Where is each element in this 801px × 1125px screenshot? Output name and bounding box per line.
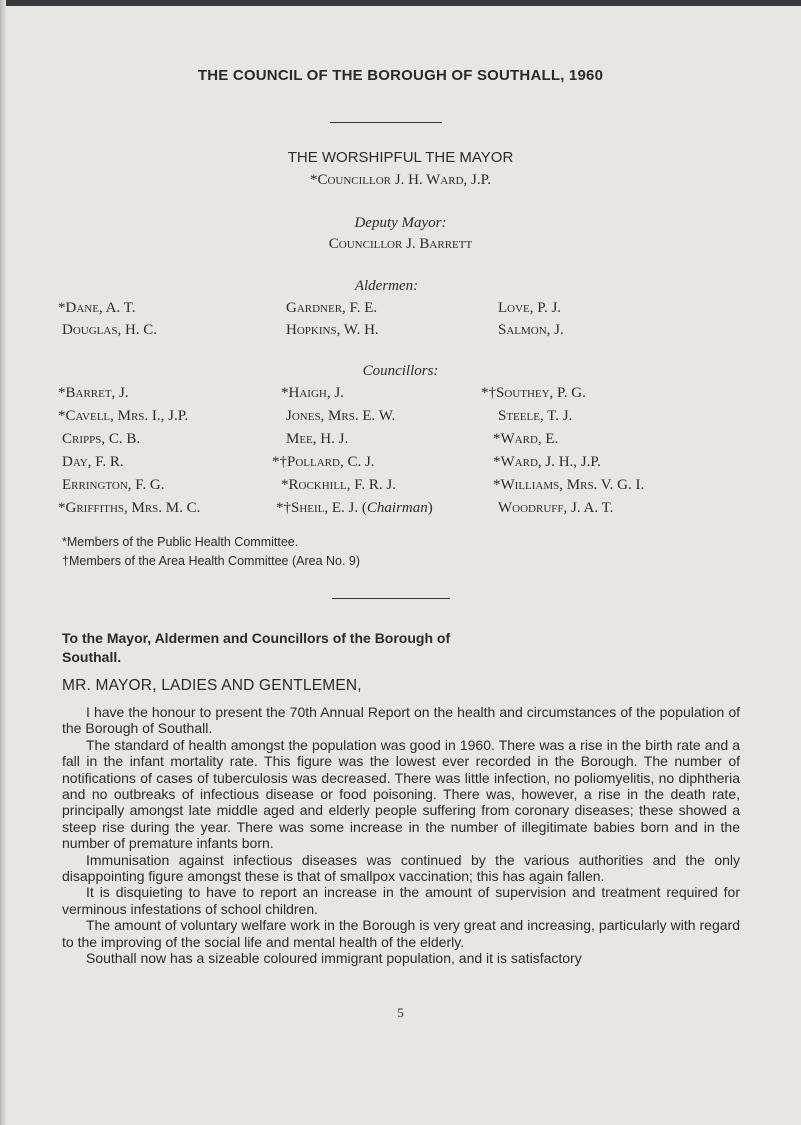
councillor-name: Cripps, C. B. [62, 431, 141, 447]
councillors-heading: Councillors: [362, 363, 439, 379]
councillor-name: Jones, Mrs. E. W. [286, 408, 396, 424]
paragraph: The amount of voluntary welfare work in the Borough is very great and increasing, particularly with regard to the improving of the social life and mental health of the elderly. [62, 917, 740, 950]
scan-edge-top [0, 0, 801, 6]
divider-middle [332, 598, 450, 599]
paragraph: It is disquieting to have to report an increase in the amount of supervision and treatment required for verminous infestations of school children. [62, 884, 740, 917]
councillor-name: *†Pollard, C. J. [272, 454, 375, 470]
paragraph: I have the honour to present the 70th Annual Report on the health and circumstances of the population of the Borough of Southall. [62, 704, 740, 737]
councillor-name: *Cavell, Mrs. I., J.P. [58, 408, 189, 424]
salutation: MR. MAYOR, LADIES AND GENTLEMEN, [62, 677, 362, 694]
councillor-name: *Ward, E. [493, 431, 559, 447]
page-title: THE COUNCIL OF THE BOROUGH OF SOUTHALL, 1960 [197, 67, 604, 84]
alderman-name: Douglas, H. C. [62, 322, 158, 338]
divider-top [330, 122, 442, 123]
councillor-name: *Griffiths, Mrs. M. C. [58, 500, 201, 516]
mayor-name: *Councillor J. H. Ward, J.P. [309, 172, 492, 188]
scan-edge-left [0, 0, 6, 1125]
paragraph: The standard of health amongst the population was good in 1960. There was a rise in the birth rate and a fall in the infant mortality rate. This figure was the lowest ever recorded in the Borough. The number of notifications of cases of tuberculosis was decreased. There was little infection, no poliomyelitis, no diphtheria and no outbreaks of infectious disease or food poisoning. There was, however, a rise in the death rate, principally amongst late middle aged and elderly people suffering from coronary diseases; these showed a steep rise during the year. There was some increase in the number of illegitimate babies born and in the number of premature infants born. [62, 736, 740, 852]
chairman-close: ) [427, 500, 433, 516]
mayor-heading: THE WORSHIPFUL THE MAYOR [287, 149, 514, 166]
councillor-name: *Rockhill, F. R. J. [281, 477, 397, 493]
footnote-area-health: †Members of the Area Health Committee (Area No. 9) [62, 554, 361, 568]
councillor-name-chairman [276, 500, 433, 517]
page-number: 5 [397, 1005, 404, 1020]
report-body [62, 704, 740, 967]
councillor-name: Mee, H. J. [286, 431, 349, 447]
councillor-name: *Ward, J. H., J.P. [493, 454, 601, 470]
alderman-name: Love, P. J. [498, 300, 562, 316]
councillor-name: Errington, F. G. [62, 477, 165, 493]
alderman-name: Gardner, F. E. [286, 300, 378, 316]
paragraph: Immunisation against infectious diseases was continued by the various authorities and the only disappointing figure amongst these is that of smallpox vaccination; this has again fallen. [62, 851, 740, 885]
councillor-name: Day, F. R. [62, 454, 124, 470]
councillor-name: *Barret, J. [58, 385, 129, 401]
alderman-name: Hopkins, W. H. [286, 322, 379, 338]
deputy-mayor-heading: Deputy Mayor: [354, 215, 447, 231]
councillor-name: Steele, T. J. [498, 408, 573, 424]
alderman-name: *Dane, A. T. [58, 300, 136, 316]
chairman-name: *†Sheil, E. J. ( [276, 500, 367, 516]
councillor-name: *Haigh, J. [281, 385, 344, 401]
aldermen-heading: Aldermen: [354, 278, 419, 294]
address-line: To the Mayor, Aldermen and Councillors of the Borough of Southall. [62, 630, 451, 665]
councillor-name: *†Southey, P. G. [481, 385, 586, 401]
councillor-name: *Williams, Mrs. V. G. I. [493, 477, 645, 493]
alderman-name: Salmon, J. [498, 322, 564, 338]
footnote-public-health: *Members of the Public Health Committee. [62, 535, 299, 549]
paragraph: Southall now has a sizeable coloured immigrant population, and it is satisfactory [86, 950, 582, 967]
councillor-name: Woodruff, J. A. T. [498, 500, 614, 516]
deputy-mayor-name: Councillor J. Barrett [328, 236, 473, 252]
chairman-role: Chairman [366, 500, 428, 516]
